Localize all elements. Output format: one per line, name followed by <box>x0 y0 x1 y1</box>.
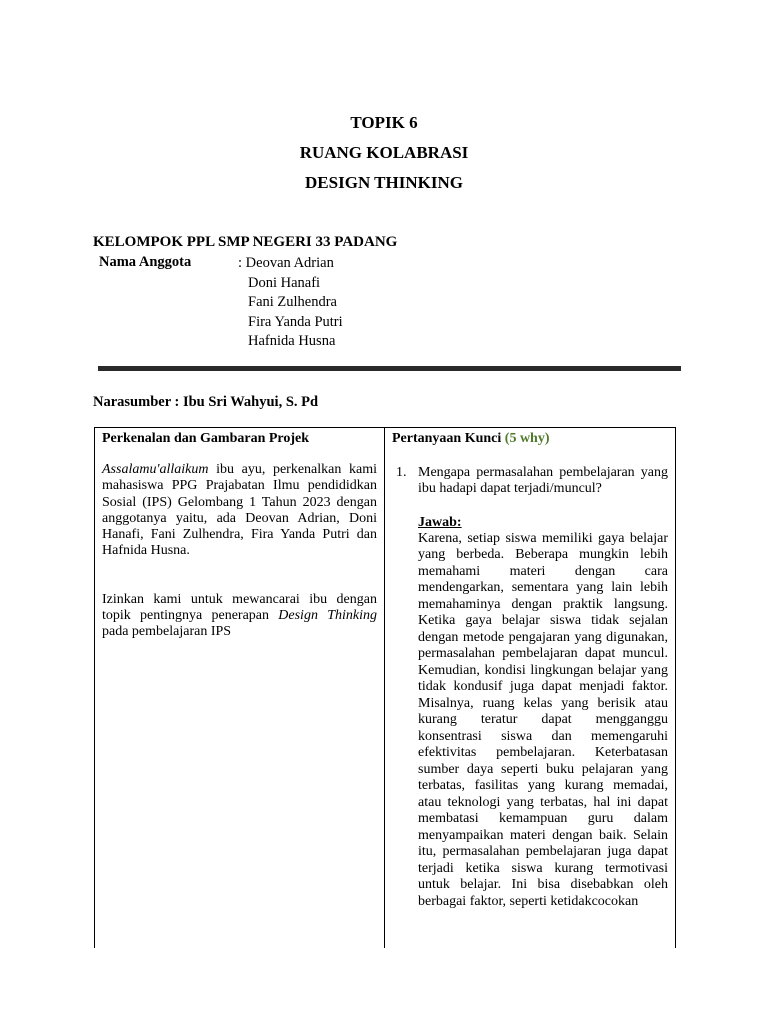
question-number: 1. <box>396 465 407 480</box>
section-divider <box>98 366 681 371</box>
member-item: Fani Zulhendra <box>248 294 337 310</box>
questions-header <box>392 430 668 447</box>
member-item: Fira Yanda Putri <box>248 313 343 330</box>
members-label: Nama Anggota <box>99 254 192 270</box>
intro-paragraph <box>102 462 377 560</box>
request-text-b: pada pembelajaran IPS <box>102 624 232 640</box>
questions-column <box>385 428 675 948</box>
intro-text: ibu ayu, perkenalkan kami mahasiswa PPG Prajabatan Ilmu pendididkan Sosial (IPS) Gelombang 1 Tahun 2023 dengan anggotanya yaitu, ada Deovan Adrian, Doni Hanafi, Fani Zulhendra, Fira Yanda Putri dan Hafnida Husna. <box>102 462 377 559</box>
five-why-label: (5 why) <box>504 431 550 446</box>
title-line-1: RUANG KOLABRASI <box>299 143 469 162</box>
group-name: KELOMPOK PPL SMP NEGERI 33 PADANG <box>93 234 398 250</box>
topic-heading: TOPIK 6 <box>350 113 418 132</box>
narasumber-line: Narasumber : Ibu Sri Wahyui, S. Pd <box>93 394 319 410</box>
question-item <box>392 465 668 498</box>
design-thinking-term: Design Thinking <box>278 608 377 624</box>
interview-table <box>94 427 676 948</box>
questions-header-label: Pertanyaan Kunci <box>392 431 502 446</box>
members-separator: : <box>238 255 243 271</box>
answer-text: Karena, setiap siswa memiliki gaya belajar yang berbeda. Beberapa mungkin lebih memahami materi dengan cara mendengarkan, sementara yang lain lebih memahaminya dengan praktik langsung. Ketika gaya belajar siswa tidak sejalan dengan metode pengajaran yang digunakan, permasalahan pembelajaran dapat muncul. Kemudian, kondisi lingkungan belajar yang tidak kondusif juga dapat menjadi faktor. Misalnya, ruang kelas yang berisik atau kurang teratur dapat mengganggu konsentrasi siswa dan memengaruhi efektivitas pembelajaran. Keterbatasan sumber daya seperti buku pelajaran yang terbatas, fasilitas yang kurang memadai, atau teknologi yang terbatas, hal ini dapat membatasi kemampuan guru dalam menyampaikan materi dengan baik. Selain itu, permasalahan pembelajaran juga dapat terjadi ketika siswa kurang termotivasi untuk belajar. Ini bisa disebabkan oleh berbagai faktor, seperti ketidakcocokan <box>418 530 668 909</box>
request-text-a: Izinkan kami untuk mewancarai ibu dengan topik pentingnya penerapan <box>102 591 377 624</box>
intro-header: Perkenalan dan Gambaran Projek <box>102 431 310 446</box>
title-line-2: DESIGN THINKING <box>305 173 463 192</box>
member-name: Deovan Adrian <box>245 255 334 271</box>
member-item: Doni Hanafi <box>248 274 321 291</box>
greeting-text: Assalamu'allaikum <box>102 462 209 477</box>
request-paragraph <box>102 592 377 641</box>
question-text: Mengapa permasalahan pembelajaran yang ibu hadapi dapat terjadi/muncul? <box>418 465 668 497</box>
members-list <box>238 254 343 352</box>
answer-label: Jawab: <box>418 514 462 530</box>
intro-column <box>95 428 385 948</box>
member-item <box>238 254 343 274</box>
member-item: Hafnida Husna <box>248 333 336 349</box>
